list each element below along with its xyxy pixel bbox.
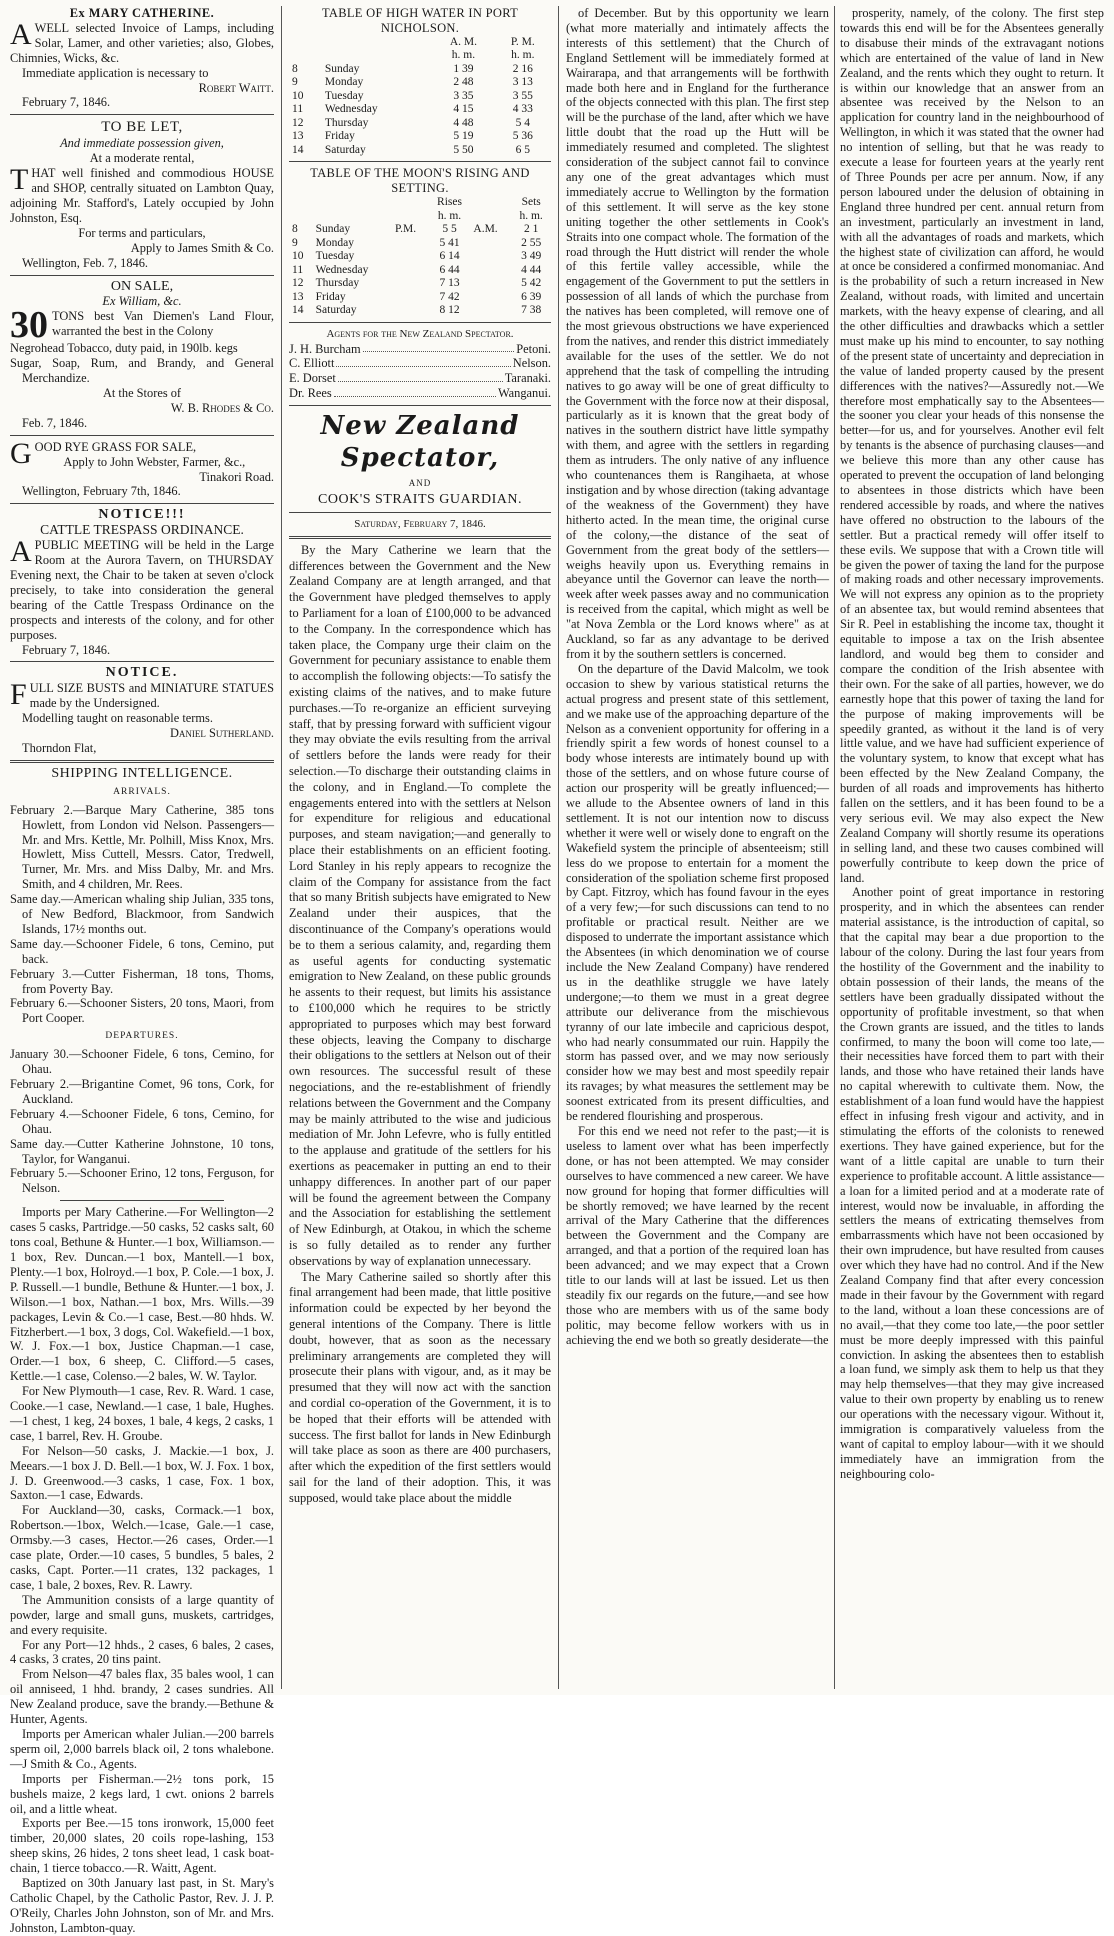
moon-row: 8 Sunday P.M. 5 5 A.M. 2 1 (292, 223, 539, 236)
cattle-body: APUBLIC MEETING will be held in the Large Room at the Aurora Tavern, on THURSDAY Evening next, the Chair to be taken at seven o'clock precisely, to take into consideration the general bearing of the Cattle Trespass Ordinance on the prospects and interests of the colony, and for other purposes. (10, 535, 274, 642)
arrival-entry: Same day.—American whaling ship Julian, 335 tons, of New Bedford, Blackmoor, from Sandwich Islands, 17½ months out. (10, 892, 274, 936)
arrival-entry: February 3.—Cutter Fisherman, 18 tons, Thoms, from Poverty Bay. (10, 966, 274, 996)
moon-row: 10 Tuesday 6 14 3 49 (292, 250, 542, 263)
notice-heading: NOTICE!!! (98, 507, 186, 523)
departure-entry: February 4.—Schooner Fidele, 6 tons, Cemino, for Ohau. (10, 1106, 274, 1136)
divider (10, 503, 274, 504)
ad-to-let-sub1: And immediate possession given, (60, 136, 224, 151)
masthead-and: AND (408, 478, 432, 489)
divider (10, 435, 274, 436)
editorial-paragraph: prosperity, namely, of the colony. The first step towards this end will be for the Absentees generally to disabuse their minds of the extravagant notions which are entertained of the value of land in New Zealand, and the rents which they ought to return. It is within our knowledge that an answer from an absentee was received by the Nelson to an application for country land in the neighbourhood of Wellington, in which it was stated that the owner had no intention of selling, but that he was ready to execute a lease for fourteen years at the yearly rent of Three Pounds per acre per annum. Now, if any person laboured under the delusion of obtaining in England three hundred per cent. annual return from an investment, particularly an investment in land, with all the advantages of roads and markets, which the highest state of civilization can afford, he would at once be considered a confirmed monomaniac. And is the probability of such a return increased in New Zealand, without roads, with limited and uncertain markets, with the heavy expense of clearing, and all the other difficulties and drawbacks which a settler must make up his mind to encounter, to say nothing of the present state of uncertainty and depreciation in the value of landed property caused by the present differences with the natives?—Assuredly not.—We therefore most emphatically say to the Absentees—the sooner you clear your heads of this nonsense the better—for us, and for yourselves. Another evil felt by tenants is the absence of purchasing clauses—and we believe this more than any other cause has operated to prevent the occupation of land belonging to absentees in those districts which have been rendered accessible by roads, and where the natives have offered no obstruction to the labours of the settler. But a practical remedy will offer itself to these evils. We suppose that with a Crown title will be given the power of taxing the land for the purpose of making roads and other necessary improvements. We will not express any opinion as to the propriety of an absentee tax, but would remind absentees that Sir R. Peel in establishing the income tax, thought it equitable to impose a tax on the Irish absentee landlord, and would beg them to consider and compare the condition of the Irish absentee with their own. For the sake of all parties, however, we do earnestly hope that this power of taxing the land for the purpose of making improvements will be speedily granted, as without it the land is of very little value, and we have had sufficient experience of the voluntary system, to know that except what has been effected by the New Zealand Company, the burden of all roads and improvements has hitherto fallen on the settlers, and it has been found to be a very serious evil. We may also expect the New Zealand Company will shortly resume its operations in selling land, and these two causes combined will powerfully contribute to keep down the price of land. (840, 6, 1104, 885)
busts-signer: Daniel Sutherland. (169, 726, 274, 741)
agents-title: Agents for the New Zealand Spectator. (326, 327, 514, 340)
ad-on-sale-sub: Ex William, &c. (102, 294, 182, 309)
editorial-paragraph: For this end we need not refer to the past;—it is useless to lament over what has been imperfectly done, or has not been attempted. We may consider ourselves to have commenced a new career. We have now ground for hoping that former difficulties will be shortly removed; we have learned by the recent arrival of the Mary Catherine that the differences between the Government and the Company are arranged, and that a portion of the required loan has been advanced; and we may expect that a Crown title to our lands will at last be issued. Let us then steadily fix our regards on the future,—and see how those who are members with us of the same body politic, may become fellow workers with us in achieving the end we both so greatly desiderate—the (566, 1123, 829, 1347)
moon-row: 14 Saturday 8 12 7 38 (292, 304, 542, 317)
import-entry: Imports per Mary Catherine.—For Wellington—2 cases 5 casks, Partridge.—50 casks, 52 casks salt, 60 tons coal, Bethune & Hunter.—1 box, Williamson.—1 box, Rev. Duncan.—1 box, Mantell.—1 box, Plenty.—1 box, Holroyd.—1 box, P. Cole.—1 box, J. P. Russell.—1 bundle, Bethune & Hunter.—1 box, J. Wilson.—1 box, Nathan.—1 box, Mrs. Wills.—39 packages, Levin & Co.—1 case, Best.—80 hhds. W. Fitzherbert.—1 box, 3 dogs, Col. Wakefield.—1 box, W. J. Fox.—1 box, Justice Chapman.—1 case, Order.—1 box, 6 sheep, C. Clifford.—5 cases, Kettle.—1 case, Colenso.—2 bales, W. W. Taylor. (10, 1205, 274, 1384)
ad-on-sale-date: Feb. 7, 1846. (22, 415, 88, 430)
ad-grass-place: Tinakori Road. (199, 469, 274, 484)
masthead-subtitle: COOK'S STRAITS GUARDIAN. (318, 492, 522, 508)
ad-grass-body: GOOD RYE GRASS FOR SALE, (10, 436, 197, 470)
import-entry: For Nelson—50 casks, J. Mackie.—1 box, J. Meears.—1 box J. D. Bell.—1 box, W. J. Fox. 1 box, J. D. Greenwood.—3 casks, 1 case, Fox. 1 box, Saxton.—1 case, Edwards. (10, 1443, 274, 1503)
ad-lamps-signer: Robert Waitt. (198, 80, 274, 95)
editorial-text (840, 6, 1104, 1482)
imports-list (10, 1205, 274, 1935)
cattle-title: CATTLE TRESPASS ORDINANCE. (40, 522, 244, 538)
tide-row: 8 Sunday 1 39 2 16 (292, 62, 533, 75)
ad-on-sale-item: Sugar, Soap, Rum, and Brandy, and General Merchandize. (10, 356, 274, 386)
agents-list (289, 342, 551, 402)
divider (289, 322, 551, 323)
tides-table: A. M. P. M. h. m. h. m. 8 Sunday 1 39 2 16 9 Monday 2 48 3 13 10 Tuesday 3 35 3 55 11 Wednesday 4 15 4 33 12 Thursday 4 48 5 4 13 Friday 5 19 5 36 14 Saturday 5 50 6 5 (289, 36, 551, 158)
column-editorial-3 (840, 6, 1104, 1689)
agent-entry: C. Elliott Nelson. (289, 356, 551, 371)
ad-to-let-note1: For terms and particulars, (78, 225, 206, 240)
editorial-paragraph: By the Mary Catherine we learn that the differences between the Government and the New Zealand Company are at length arranged, and that the Government have pledged themselves to apply to Parliament for a loan of £100,000 to be advanced to the Company. In the correspondence which has taken place, the Company urge their claim on the Government for pecuniary assistance to enable them to accomplish the following objects:—To satisfy the existing claims of the natives, and to make future purchases.—To re-organize an efficient surveying staff, that by pressing forward with sufficient vigour they may obviate the evils resulting from the arrival of settlers before the lands were ready for their selection.—To discharge their outstanding claims in the colony, and in England.—To complete the engagements entered into with the settlers at Nelson for expenditure for religious and educational purposes, and steam navigation;—and generally to place their establishments on an efficient footing. Lord Stanley in his reply appears to recognize the claim of the Company for assistance from the fact that so many British subjects have emigrated to New Zealand under their auspices, that the discontinuance of the Company's operations would be to them a serious calamity, and, regarding them as useful agents for conducting systematic emigration to New Zealand, on these public grounds he assents to their request, but limits his assistance to £100,000 which he requires to be strictly appropriated to purposes which may best forward these objects, leaving the Company to discharge their obligations to the settlers at Nelson out of their own resources. The successful result of these negociations, and the re-establishment of friendly relations between the Government and the Company may be mainly attributed to the wise and judicious mediation of Mr. John Lefevre, who is fully entitled to the applause and gratitude of the settlers for his exertions as peacemaker in putting an end to their unhappy differences. In another part of our paper will be found the agreement between the Company and the Association for establishing the settlement of New Edinburgh, at Otakou, in which the scheme is so fully detailed as to render any further observations by way of explanation unnecessary. (289, 542, 551, 1268)
ad-on-sale-item: Negrohead Tobacco, duty paid, in 190lb. kegs (10, 341, 238, 356)
editorial-paragraph: The Mary Catherine sailed so shortly after this final arrangement had been made, that little positive information could be expected by her beyond the general intentions of the Company. There is little doubt, however, that as soon as the necessary preliminary arrangements are completed they will prosecute their plans with vigour, and, as it may be presumed that they will now act with the sanction and cordial co-operation of the Government, it is to be hoped that their efforts will be attended with success. The first ballot for lands in New Edinburgh will take place as soon as there are 400 purchasers, after which the expedition of the first settlers would sail for the land of their adoption. This, it was supposed, would take place about the middle (289, 1269, 551, 1505)
moon-row: 12 Thursday 7 13 5 42 (292, 277, 542, 290)
divider (60, 1200, 224, 1201)
moon-table: Rises Sets h. m. h. m. 8 Sunday P.M. 5 5 A.M. 2 1 9 Monday 5 41 2 55 10 Tuesday 6 14 3 49 11 Wednesday 6 44 4 44 12 Thursday 7 13 5 42 13 Friday 7 42 6 39 14 Saturday 8 12 7 38 (289, 196, 551, 318)
tides-title: TABLE OF HIGH WATER IN PORT NICHOLSON. (321, 6, 519, 35)
import-entry: For any Port—12 hhds., 2 cases, 6 bales, 2 cases, 4 casks, 3 crates, 20 tins paint. (10, 1637, 274, 1667)
import-entry: Imports per Fisherman.—2½ tons pork, 15 bushels maize, 2 kegs lard, 1 cwt. onions 2 barrels oil, and a little wheat. (10, 1771, 274, 1816)
editorial-text (566, 6, 829, 1348)
import-entry: Imports per American whaler Julian.—200 barrels sperm oil, 2,000 barrels black oil, 2 tons whalebone.—J Smith & Co., Agents. (10, 1726, 274, 1771)
column-rule (834, 6, 835, 1689)
moon-row: 13 Friday 7 42 6 39 (292, 290, 542, 303)
ad-lamps-date: February 7, 1846. (22, 95, 111, 110)
divider (289, 536, 551, 539)
tide-row: 9 Monday 2 48 3 13 (292, 76, 533, 89)
departure-entry: February 5.—Schooner Erino, 12 tons, Ferguson, for Nelson. (10, 1166, 274, 1196)
ad-to-let-date: Wellington, Feb. 7, 1846. (22, 255, 148, 270)
agent-entry: E. Dorset Taranaki. (289, 371, 551, 386)
divider (289, 405, 551, 406)
arrival-entry: Same day.—Schooner Fidele, 6 tons, Cemino, put back. (10, 936, 274, 966)
import-entry: For New Plymouth—1 case, Rev. R. Ward. 1 case, Cooke.—1 case, Newland.—1 case, 1 bale, Hughes.—1 chest, 1 keg, 24 boxes, 1 bale, 4 kegs, 2 casks, 1 case, 1 barrel, Rev. H. Groube. (10, 1384, 274, 1443)
arrival-entry: February 6.—Schooner Sisters, 20 tons, Maori, from Port Cooper. (10, 996, 274, 1026)
ad-grass-date: Wellington, February 7th, 1846. (22, 484, 181, 499)
ad-on-sale-title: ON SALE, (110, 278, 174, 294)
import-entry: Baptized on 30th January last past, in St. Mary's Catholic Chapel, by the Catholic Pastor, Rev. J. J. P. O'Reily, Charles John Johnston, son of Mr. and Mrs. Johnston, Lambton-quay. (10, 1876, 274, 1935)
column-advertisements (10, 6, 274, 1935)
column-rule (281, 6, 282, 1689)
ad-lamps-title: Ex MARY CATHERINE. (69, 6, 215, 20)
editorial-paragraph: Another point of great importance in restoring prosperity, and in which the absentees can render material assistance, is the introduction of capital, so that the capital may bear a due proportion to the labour of the colony. During the last four years from the hostility of the Government and the inability to obtain possession of their lands, the means of the settlers have been gradually dissipated without the opportunity of profitable investment, so that when the Crown grants are issued, and the titles to lands confirmed, to many the boon will come too late,—their necessities have forced them to part with their lands, and those who have retained their lands have no capital wherewith to cultivate them. Now, the establishment of a loan fund would have the happiest effect in infusing fresh vigour and activity, and in stimulating the efforts of the colonists to renewed exertions. They have gained experience, but for the want of a little capital are unable to turn their experience to profitable account. A little assistance—a loan for a limited period and at a moderate rate of interest, would now be invaluable, in affording the settlers the means of extricating themselves from embarrassments which have not been occasioned by their own imprudence, but have resulted from causes over which they have had no control. And if the New Zealand Company find that after every concession made in their favour by the Government with regard to the land, without a loan these concessions are of no avail,—that they come too late,—the poor settler must be more deeply impressed with this painful conviction. In asking the absentees then to establish a loan fund, we simply ask them to help us that they may help themselves—that they may give increased value to their own property by enabling us to renew our operations with the necessary vigour. Without it, immigration is comparatively valueless from the want of capital to employ labour—with it we should immediately have an immigration from the neighbouring colo- (840, 885, 1104, 1481)
import-entry: From Nelson—47 bales flax, 35 bales wool, 1 can oil anniseed, 1 hhd. brandy, 2 cases sundries. All New Zealand produce, save the brandy.—Bethune & Hunter, Agents. (10, 1667, 274, 1727)
ad-on-sale-signer: W. B. Rhodes & Co. (170, 400, 274, 415)
editorial-text (289, 543, 551, 1507)
arrivals-label: ARRIVALS. (113, 786, 171, 797)
editorial-paragraph: of December. But by this opportunity we learn (what more materially and intimately affects the interests of this settlement) that the Church of England Settlement will be immediately formed at Wairarapa, and that arrangements will be forthwith made both here and in England for the furtherance of the objects connected with this plan. The first step will be the purchase of the land, after which we have little doubt that the road up the Hutt will be immediately resumed and completed. The slightest consideration of the subject cannot fail to convince any one of the great advantages which must immediately accrue to Wellington by the formation of this settlement. It will serve as the key stone uniting together the other settlements in Cook's Straits into one compact whole. The formation of the road through the Hutt district will render the whole of this fertile valley accessible, while the engagement of the Government to put the settlers in possession of all lands of which the purchase from the natives has been completed, will remove one of the most grievous obstructions we have experienced from the natives, and render this district immediately available for the uses of the settler. We do not apprehend that the task of compelling the intruding natives to go away will be one of great difficulty to the Government with the force now at their disposal, particularly as it is known that the great body of natives in the southern district have little sympathy with them, and agree with the settlers in regarding them as intruders. The only native of any influence who countenances them is Rangihaeta, at whose instigation and by whose direction (taking advantage of the weakness of the Government) they have hitherto acted. In the mean time, the original curse of the colony,—the distance of the seat of Government from the great body of the settlers—weighs heavily upon us. Everything remains in abeyance until the Governor can leave the north—week after week passes away and no communication is received from the capital, which might as well be "at Nova Zembla or the Lord knows where" as at Auckland, so far as any advantage to be derived from it by the southern settlers is concerned. (566, 6, 829, 661)
divider (289, 161, 551, 162)
busts-place: Thorndon Flat, (22, 740, 97, 755)
agent-entry: J. H. Burcham Petoni. (289, 341, 551, 356)
notice-heading: NOTICE. (105, 665, 179, 681)
tide-row: 12 Thursday 4 48 5 4 (292, 116, 530, 129)
column-editorial-1 (289, 6, 551, 1689)
tide-row: 13 Friday 5 19 5 36 (292, 130, 533, 143)
divider (10, 275, 274, 276)
departure-entry: January 30.—Schooner Fidele, 6 tons, Cemino, for Ohau. (10, 1047, 274, 1077)
ad-to-let-title: TO BE LET, (101, 119, 183, 136)
import-entry: Exports per Bee.—15 tons ironwork, 15,000 feet timber, 20,000 slates, 20 coils rope-lashing, 153 sheep skins, 26 hides, 2 tons sheet lead, 1 cask boat-chain, 1 tierce tobacco.—R. Waitt, Agent. (10, 1816, 274, 1876)
tide-row: 11 Wednesday 4 15 4 33 (292, 103, 533, 116)
arrival-entry: February 2.—Barque Mary Catherine, 385 tons Howlett, from London vid Nelson. Passengers—Mr. and Mrs. Kettle, Mr. Polhill, Miss Knox, Mrs. Howlett, Miss Cuttell, Messrs. Cator, Tredwell, Turner, Mr. Mrs. and Miss Dalby, Mr. and Mrs. Smith, and 4 children, Mr. Rees. (10, 802, 274, 892)
divider (10, 114, 274, 115)
moon-row: 9 Monday 5 41 2 55 (292, 236, 542, 249)
ad-to-let-note2: Apply to James Smith & Co. (130, 240, 274, 255)
busts-note: Modelling taught on reasonable terms. (22, 711, 213, 726)
agent-entry: Dr. Rees Wanganui. (289, 386, 551, 401)
departure-entry: Same day.—Cutter Katherine Johnstone, 10 tons, Taylor, for Wanganui. (10, 1136, 274, 1166)
moon-row: 11 Wednesday 6 44 4 44 (292, 263, 542, 276)
import-entry: The Ammunition consists of a large quantity of powder, large and small guns, muskets, cartridges, and every requisite. (10, 1592, 274, 1637)
departure-entry: February 2.—Brigantine Comet, 96 tons, Cork, for Auckland. (10, 1077, 274, 1106)
ad-lamps-note: Immediate application is necessary to (22, 65, 209, 80)
tide-row: 10 Tuesday 3 35 3 55 (292, 89, 533, 102)
ad-to-let-body: THAT well finished and commodious HOUSE and SHOP, centrally situated on Lambton Quay, adjoining Mr. Stafford's, Lately occupied by John Johnston, Esq. (10, 163, 274, 225)
cattle-date: February 7, 1846. (22, 642, 111, 657)
import-entry: For Auckland—30, casks, Cormack.—1 box, Robertson.—1box, Welch.—1case, Gale.—1 case, Ormsby.—3 cases, Hector.—26 cases, Order.—1 case plate, Order.—10 cases, 5 bundles, 5 bales, 2 casks, Capt. Porter.—11 crates, 132 packages, 1 case, 1 bale, 2 boxes, Rev. R. Lawry. (10, 1503, 274, 1592)
divider (10, 661, 274, 662)
departures-list (10, 1047, 274, 1196)
masthead-date: Saturday, February 7, 1846. (354, 517, 486, 530)
shipping-title: SHIPPING INTELLIGENCE. (51, 765, 233, 781)
ad-on-sale-body: 30 TONS best Van Diemen's Land Flour, warranted the best in the Colony (10, 304, 274, 347)
moon-title: TABLE OF THE MOON'S RISING AND SETTING. (310, 166, 530, 196)
busts-body: FULL SIZE BUSTS and MINIATURE STATUES made by the Undersigned. (10, 678, 274, 712)
divider (10, 760, 274, 763)
ad-on-sale-note: At the Stores of (102, 386, 182, 401)
ad-lamps-body: AWELL selected Invoice of Lamps, including Solar, Lamer, and other varieties; also, Globes, Chimnies, Wicks, &c. (10, 17, 274, 65)
masthead-title: New Zealand Spectator, (320, 411, 520, 474)
column-rule (558, 6, 559, 1689)
arrivals-list (10, 803, 274, 1027)
ad-grass-note: Apply to John Webster, Farmer, &c., (63, 454, 246, 469)
column-editorial-2 (566, 6, 829, 1689)
tide-row: 14 Saturday 5 50 6 5 (292, 143, 530, 156)
editorial-paragraph: On the departure of the David Malcolm, we took occasion to shew by various statistical returns the actual progress and present state of this settlement, and we make use of the approaching departure of the Nelson as a convenient opportunity for offering in a friendly spirit a few words of honest counsel to a body whose interests are intimately bound up with those of the settlers, and on whose future course of action our prosperity will be greatly influenced;—we allude to the Absentee owners of land in this settlement. It is not our intention now to discuss whether it were well or wisely done to engraft on the Wakefield system the principle of absenteeism; still less do we propose to entertain for a moment the consideration of the spoliation scheme first proposed by Capt. Fitzroy, which has found favour in the eyes of a very few;—for such discussions can tend to no profitable or practical result. Neither are we disposed to underrate the important assistance which the Absentees (in which denomination we of course include the New Zealand Company) have rendered us in the deathlike struggle we have lately undergone;—to them we must in a great degree attribute our deliverance from the mischievous tyranny of our late imbecile and capricious despot, who had nearly consummated our ruin. Happily the storm has passed over, and we may now seriously consider how we may best and most speedily repair its ravages; by what measures the settlement may be soonest extricated from its present difficulties, and be rendered flourishing and prosperous. (566, 661, 829, 1124)
departures-label: DEPARTURES. (105, 1031, 179, 1042)
divider (289, 512, 551, 513)
ad-to-let-sub2: At a moderate rental, (89, 151, 195, 166)
